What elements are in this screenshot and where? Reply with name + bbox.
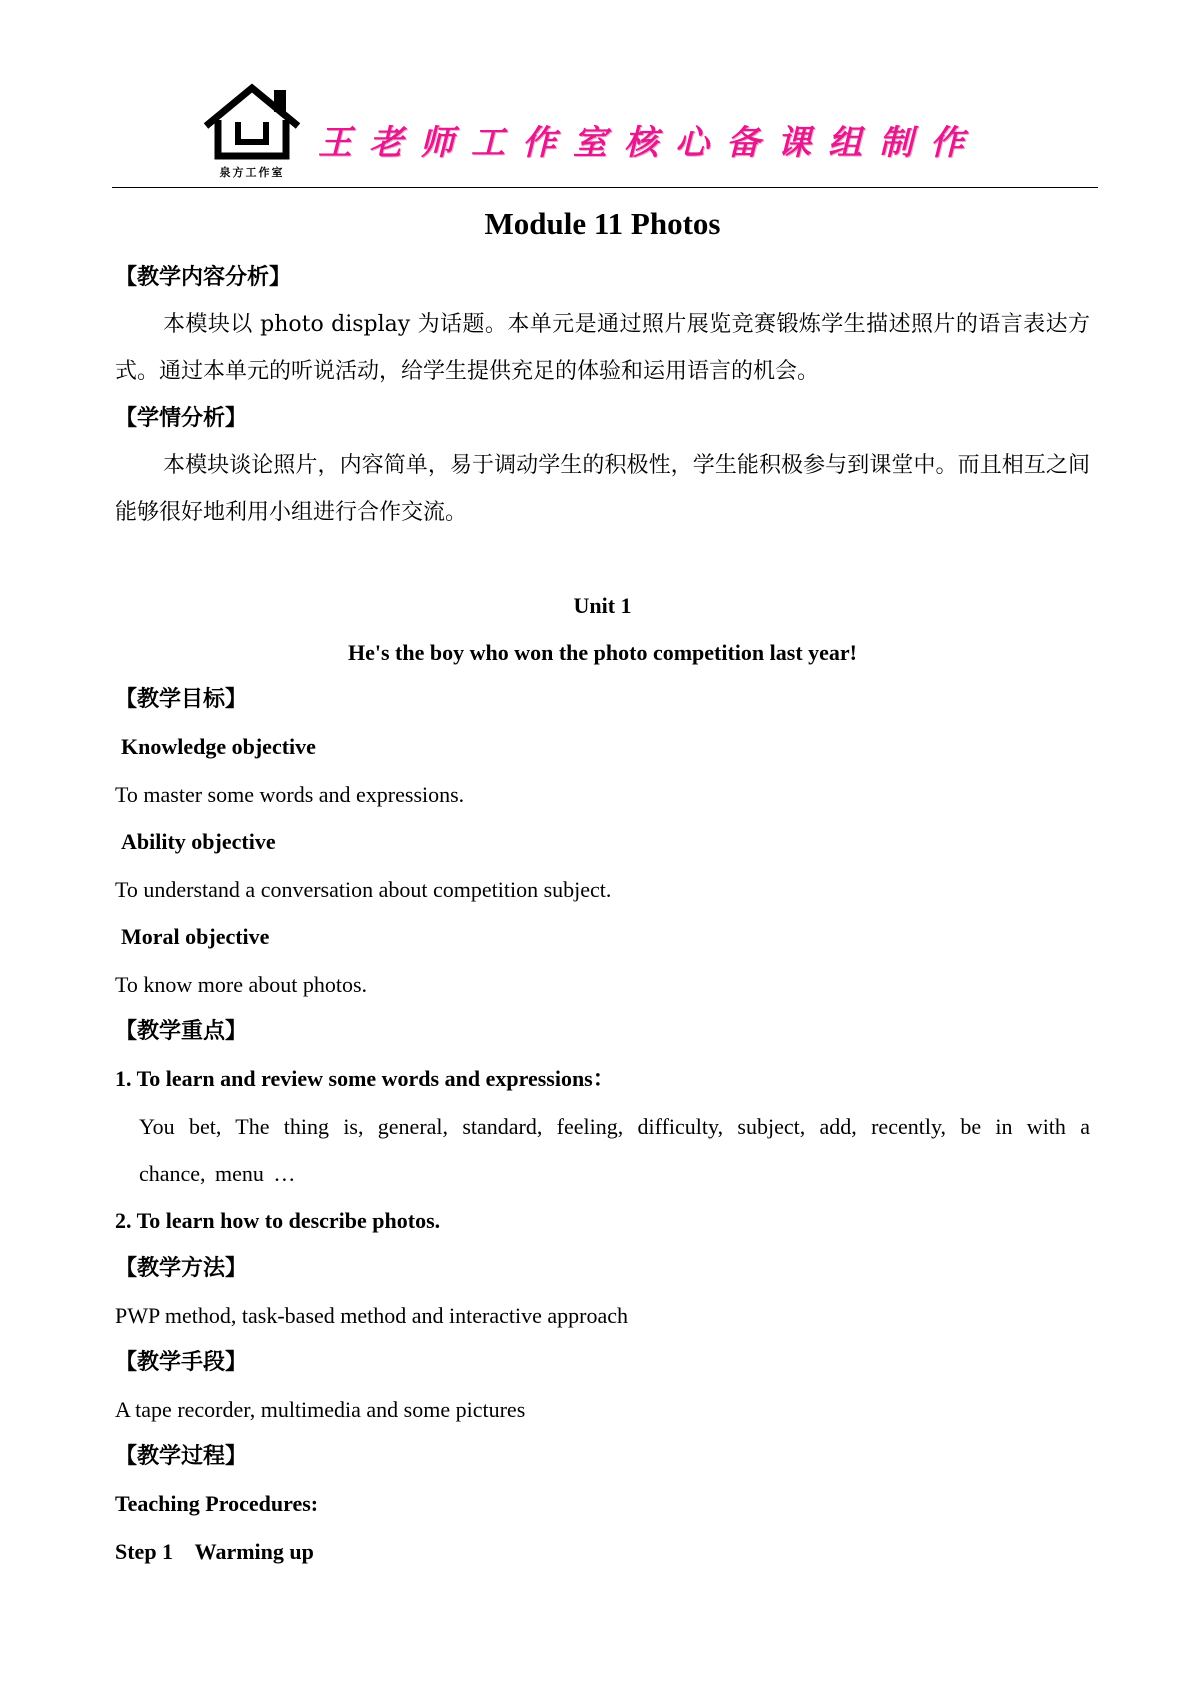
- content-analysis-heading: 【教学内容分析】: [115, 265, 292, 290]
- spacer: [115, 536, 1090, 582]
- page-header: [112, 82, 1098, 186]
- ability-objective-text: To understand a conversation about competition subject.: [115, 877, 612, 902]
- house-icon: [200, 82, 304, 166]
- house-logo: [200, 82, 304, 180]
- procedures-label: Teaching Procedures:: [115, 1491, 319, 1516]
- moral-objective-label: Moral objective: [121, 924, 270, 949]
- student-analysis-heading: 【学情分析】: [115, 406, 248, 431]
- ability-objective-label: Ability objective: [121, 829, 276, 854]
- key-point-1: 1. To learn and review some words and expressions：: [115, 1066, 615, 1091]
- means-text: A tape recorder, multimedia and some pictures: [115, 1397, 526, 1422]
- key-point-2: 2. To learn how to describe photos.: [115, 1208, 441, 1233]
- knowledge-objective-label: Knowledge objective: [121, 734, 316, 759]
- banner-text: 王老师工作室核心备课组制作: [318, 123, 981, 163]
- moral-objective-text: To know more about photos.: [115, 972, 368, 997]
- document-title: Module 11 Photos: [484, 206, 721, 241]
- step-1: Step 1 Warming up: [115, 1539, 314, 1564]
- document-body: [115, 196, 1090, 1576]
- unit-label: Unit 1: [573, 593, 632, 618]
- methods-text: PWP method, task-based method and interactive approach: [115, 1303, 628, 1328]
- knowledge-objective-text: To master some words and expressions.: [115, 782, 465, 807]
- logo-caption: 泉方工作室: [219, 166, 285, 179]
- objectives-heading: 【教学目标】: [115, 687, 248, 712]
- key-points-heading: 【教学重点】: [115, 1019, 248, 1044]
- unit-subtitle: He's the boy who won the photo competition last year!: [347, 640, 858, 665]
- header-divider: [112, 187, 1098, 188]
- means-heading: 【教学手段】: [115, 1350, 248, 1375]
- student-analysis-text: 本模块谈论照片，内容简单，易于调动学生的积极性，学生能积极参与到课堂中。而且相互之间能够很好地利用小组进行合作交流。: [115, 453, 1090, 525]
- process-heading: 【教学过程】: [115, 1444, 248, 1469]
- methods-heading: 【教学方法】: [115, 1256, 248, 1281]
- key-point-1-words: You bet, The thing is, general, standard, feeling, difficulty, subject, add, recently, be in with a chance, menu …: [139, 1114, 1090, 1186]
- content-analysis-text: 本模块以 photo display 为话题。本单元是通过照片展览竞赛锻炼学生描述照片的语言表达方式。通过本单元的听说活动，给学生提供充足的体验和运用语言的机会。: [115, 312, 1090, 384]
